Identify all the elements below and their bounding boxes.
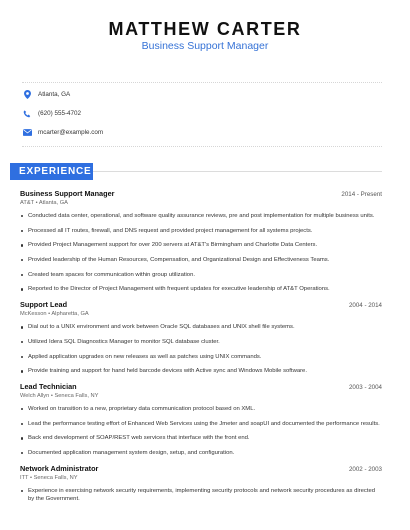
- job-entry: [20, 189, 382, 294]
- job-dates: 2014 - Present: [341, 191, 382, 198]
- job-bullets: [20, 212, 382, 294]
- job-title: Network Administrator: [20, 463, 99, 473]
- bullet-item: Documented application management system design, setup, and configuration.: [20, 449, 382, 458]
- job-dates: 2004 - 2014: [348, 302, 382, 310]
- contact-divider: [22, 146, 382, 147]
- bullet-item: Provided Project Management support for over 200 servers at AT&T's Birmingham and Charlotte Data Centers.: [20, 241, 382, 250]
- job-dates: 2003 - 2004: [348, 383, 382, 391]
- experience-list: [20, 189, 382, 510]
- bullet-item: Lead the performance testing effort of Enhanced Web Services using the Jmeter and soapUI and documented the performance results.: [20, 420, 382, 429]
- job-title-heading: Business Support Manager: [141, 40, 269, 52]
- job-entry: [20, 382, 382, 458]
- job-company: AT&T • Atlanta, GA: [20, 200, 68, 206]
- bullet-item: Created team spaces for communication within group utilization.: [20, 271, 382, 280]
- bullet-item: Conducted data center, operational, and software quality assurance reviews, pre and post implementation for multiple business units.: [20, 212, 382, 221]
- job-company: ITT • Seneca Falls, NY: [20, 474, 78, 481]
- section-divider: [93, 171, 382, 172]
- location-pin-icon: [22, 90, 32, 100]
- bullet-item: Provided leadership of the Human Resources, Compensation, and Organizational Design and Effectiveness Teams.: [20, 256, 382, 265]
- contact-location: [22, 85, 382, 104]
- bullet-item: Processed all IT routes, firewall, and DNS request and provided project management for all systems projects.: [20, 227, 382, 236]
- bullet-item: Reported to the Director of Project Management with frequent updates for executive leadership of AT&T Operations.: [20, 285, 382, 294]
- bullet-item: Provide training and support for hand held barcode devices with Active sync and Windows Mobile software.: [20, 367, 382, 376]
- contact-list: [22, 82, 382, 142]
- job-title: Lead Technician: [20, 381, 77, 391]
- contact-phone: [22, 104, 382, 123]
- contact-email-text[interactable]: mcarter@example.com: [38, 129, 104, 136]
- contact-email: [22, 123, 382, 142]
- section-heading-experience: EXPERIENCE: [10, 163, 93, 180]
- bullet-item: Dial out to a UNIX environment and work between Oracle SQL databases and UNIX shell file systems.: [20, 323, 382, 332]
- bullet-item: Back end development of SOAP/REST web services that interface with the front end.: [20, 434, 382, 443]
- phone-icon: [22, 109, 32, 119]
- bullet-item: Applied application upgrades on new releases as well as patches using UNIX commands.: [20, 353, 382, 362]
- job-entry: [20, 300, 382, 376]
- contact-location-text: Atlanta, GA: [38, 91, 71, 98]
- job-bullets: [20, 405, 382, 458]
- contact-phone-text[interactable]: (620) 555-4702: [38, 110, 82, 117]
- envelope-icon: [22, 128, 32, 138]
- bullet-item: Utilized Idera SQL Diagnostics Manager to monitor SQL database cluster.: [20, 338, 382, 347]
- job-title: Support Lead: [20, 300, 68, 310]
- job-company: McKesson • Alpharetta, GA: [20, 311, 89, 318]
- job-bullets: [20, 323, 382, 376]
- job-title: Business Support Manager: [20, 189, 115, 198]
- job-bullets: [20, 487, 382, 504]
- resume-name: MATTHEW CARTER: [108, 19, 302, 39]
- bullet-item: Experience in exercising network security requirements, implementing security protocols and network security procedures as directed by the Government.: [20, 487, 382, 504]
- job-company: Welch Allyn • Seneca Falls, NY: [20, 392, 99, 399]
- job-entry: [20, 464, 382, 504]
- job-dates: 2002 - 2003: [348, 465, 382, 473]
- bullet-item: Worked on transition to a new, proprietary data communication protocol based on XML.: [20, 405, 382, 414]
